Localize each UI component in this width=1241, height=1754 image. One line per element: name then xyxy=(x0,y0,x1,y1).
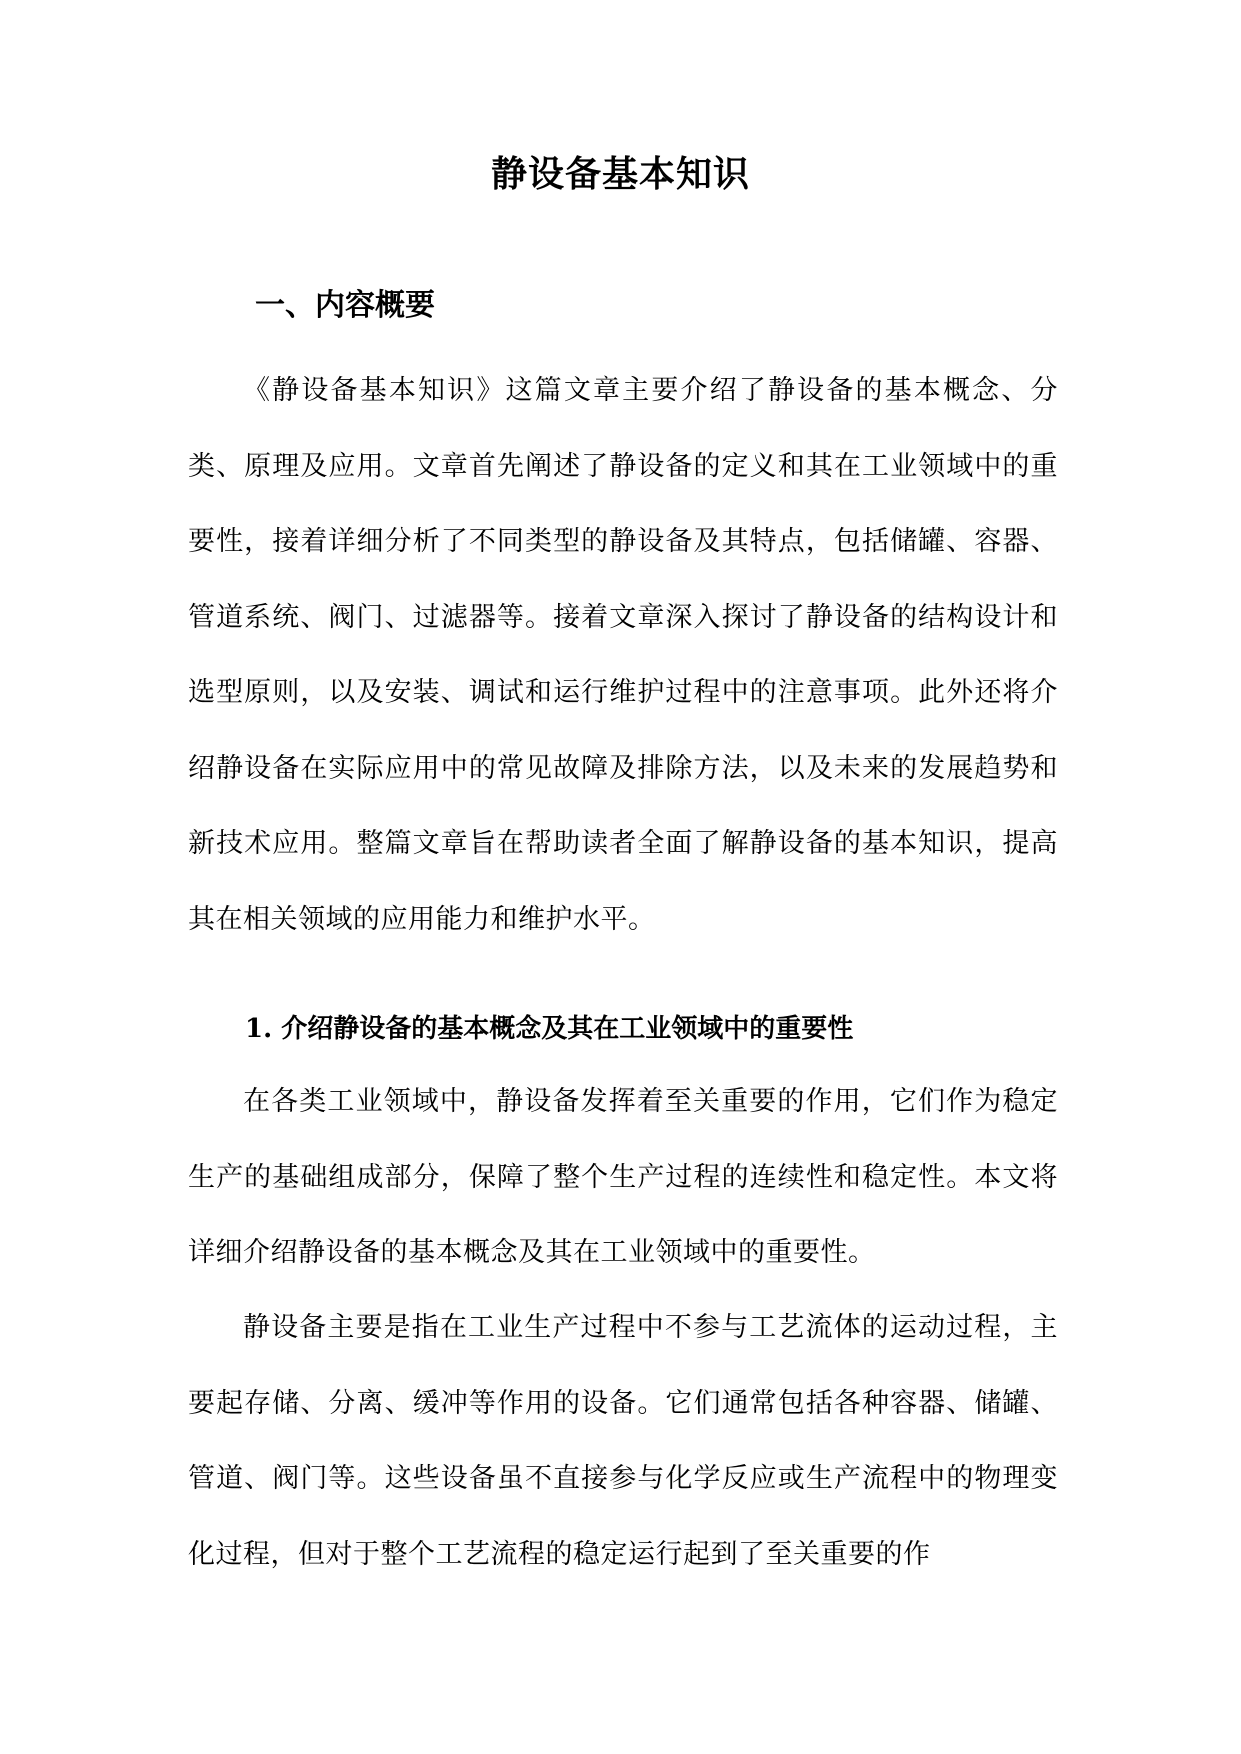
document-title: 静设备基本知识 xyxy=(490,153,750,195)
intro-paragraph-1: 在各类工业领域中，静设备发挥着至关重要的作用，它们作为稳定生产的基础组成部分，保障了整个生产过程的连续性和稳定性。本文将详细介绍静设备的基本概念及其在工业领域中的重要性。 xyxy=(188,1086,1058,1268)
section-heading-summary: 一、内容概要 xyxy=(255,288,435,323)
subsection-heading-intro: 1. 介绍静设备的基本概念及其在工业领域中的重要性 xyxy=(245,1014,854,1044)
summary-paragraph: 《静设备基本知识》这篇文章主要介绍了静设备的基本概念、分类、原理及应用。文章首先阐述了静设备的定义和其在工业领域中的重要性，接着详细分析了不同类型的静设备及其特点，包括储罐、容器、管道系统、阀门、过滤器等。接着文章深入探讨了静设备的结构设计和选型原则，以及安装、调试和运行维护过程中的注意事项。此外还将介绍静设备在实际应用中的常见故障及排除方法，以及未来的发展趋势和新技术应用。整篇文章旨在帮助读者全面了解静设备的基本知识，提高其在相关领域的应用能力和维护水平。 xyxy=(188,375,1058,935)
intro-paragraph-2: 静设备主要是指在工业生产过程中不参与工艺流体的运动过程，主要起存储、分离、缓冲等作用的设备。它们通常包括各种容器、储罐、管道、阀门等。这些设备虽不直接参与化学反应或生产流程中的物理变化过程，但对于整个工艺流程的稳定运行起到了至关重要的作 xyxy=(188,1312,1058,1570)
